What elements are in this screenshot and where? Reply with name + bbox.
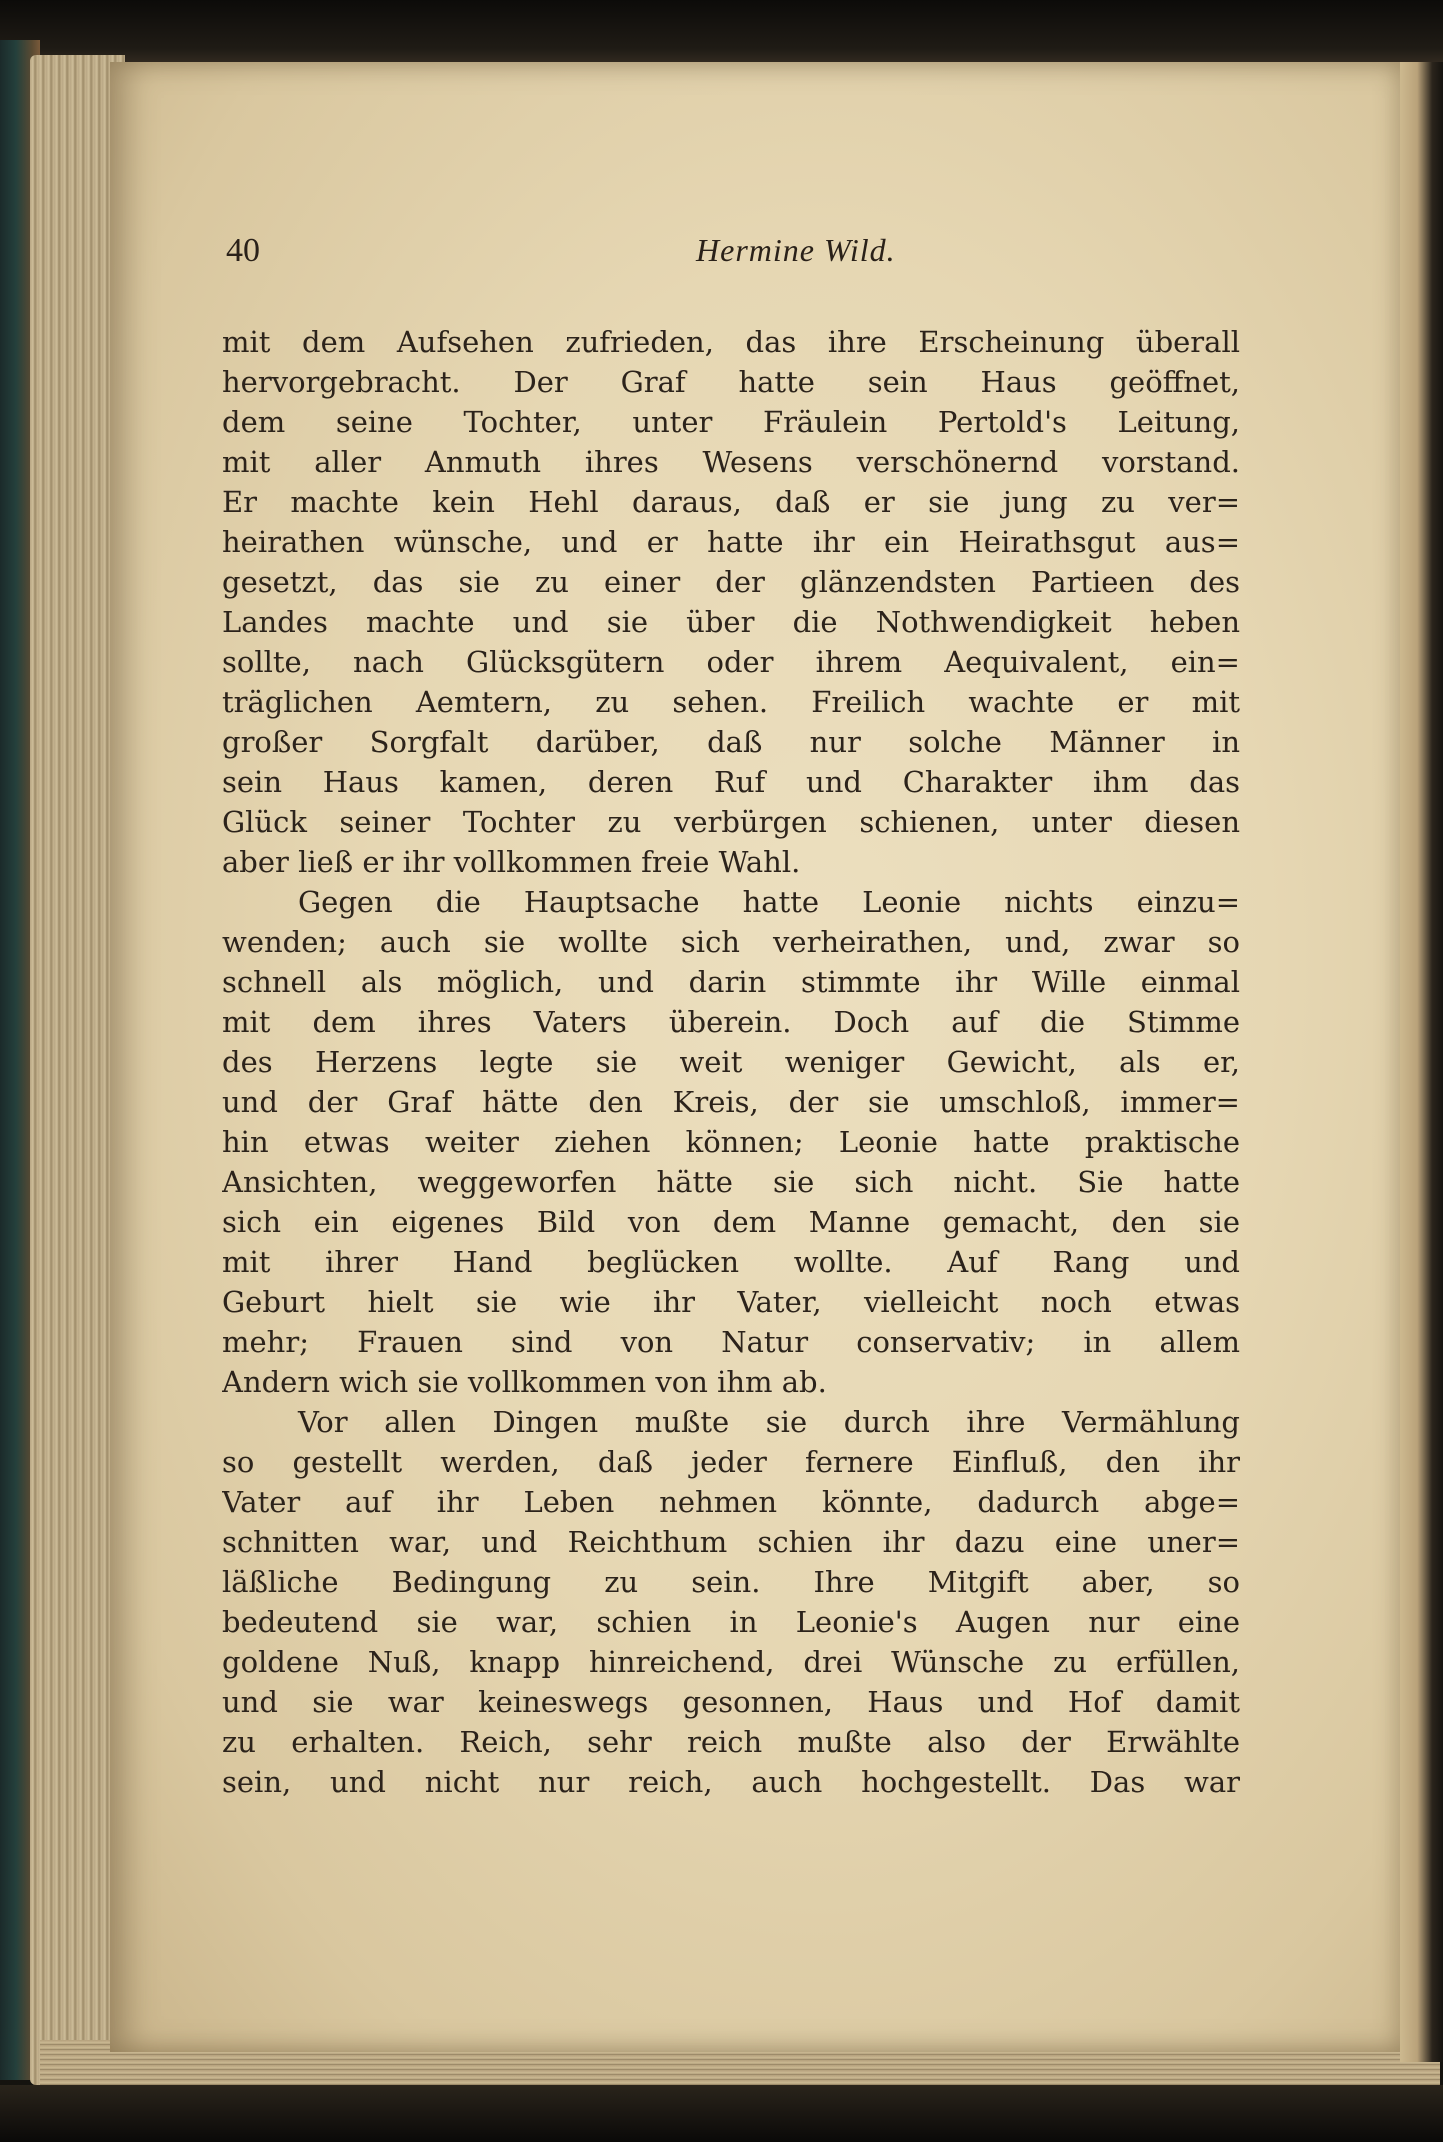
text-line: und sie war keineswegs gesonnen, Haus und Hof damit: [222, 1685, 1240, 1719]
text-line: und der Graf hätte den Kreis, der sie umschloß, immer=: [222, 1085, 1240, 1119]
text-line: mit dem Aufsehen zufrieden, das ihre Erscheinung überall: [222, 325, 1240, 359]
text-line: läßliche Bedingung zu sein. Ihre Mitgift aber, so: [222, 1565, 1240, 1599]
text-line: träglichen Aemtern, zu sehen. Freilich wachte er mit: [222, 685, 1240, 719]
text-line: Er machte kein Hehl daraus, daß er sie jung zu ver=: [222, 485, 1240, 519]
text-line: mit ihrer Hand beglücken wollte. Auf Rang und: [222, 1245, 1240, 1279]
text-line: sich ein eigenes Bild von dem Manne gemacht, den sie: [222, 1205, 1240, 1239]
text-line: dem seine Tochter, unter Fräulein Pertold's Leitung,: [222, 405, 1240, 439]
text-line: bedeutend sie war, schien in Leonie's Augen nur eine: [222, 1605, 1240, 1639]
text-line: hin etwas weiter ziehen können; Leonie hatte praktische: [222, 1125, 1240, 1159]
text-line: sein, und nicht nur reich, auch hochgestellt. Das war: [222, 1765, 1240, 1799]
text-line: mehr; Frauen sind von Natur conservativ; in allem: [222, 1325, 1240, 1359]
bottom-shadow: [0, 2085, 1443, 2142]
text-line: Vater auf ihr Leben nehmen könnte, dadurch abge=: [222, 1485, 1240, 1519]
text-line: so gestellt werden, daß jeder fernere Einfluß, den ihr: [222, 1445, 1240, 1479]
text-line: gesetzt, das sie zu einer der glänzendsten Partieen des: [222, 565, 1240, 599]
text-line: sein Haus kamen, deren Ruf und Charakter ihm das: [222, 765, 1240, 799]
page-number: 40: [226, 232, 260, 269]
text-line: hervorgebracht. Der Graf hatte sein Haus geöffnet,: [222, 365, 1240, 399]
text-line: wenden; auch sie wollte sich verheirathen, und, zwar so: [222, 925, 1240, 959]
text-line: Geburt hielt sie wie ihr Vater, vielleicht noch etwas: [222, 1285, 1240, 1319]
text-line: Landes machte und sie über die Nothwendigkeit heben: [222, 605, 1240, 639]
text-line: zu erhalten. Reich, sehr reich mußte also der Erwählte: [222, 1725, 1240, 1759]
text-line: mit aller Anmuth ihres Wesens verschönernd vorstand.: [222, 445, 1240, 479]
text-line: des Herzens legte sie weit weniger Gewicht, als er,: [222, 1045, 1240, 1079]
text-line: großer Sorgfalt darüber, daß nur solche Männer in: [222, 725, 1240, 759]
text-line: Ansichten, weggeworfen hätte sie sich nicht. Sie hatte: [222, 1165, 1240, 1199]
text-line: goldene Nuß, knapp hinreichend, drei Wünsche zu erfüllen,: [222, 1645, 1240, 1679]
text-line-paragraph-end: Andern wich sie vollkommen von ihm ab.: [222, 1365, 827, 1399]
book-cover-top: [0, 0, 1443, 70]
text-line: sollte, nach Glücksgütern oder ihrem Aequivalent, ein=: [222, 645, 1240, 679]
text-line: mit dem ihres Vaters überein. Doch auf die Stimme: [222, 1005, 1240, 1039]
running-head: Hermine Wild.: [696, 232, 896, 268]
text-line: schnell als möglich, und darin stimmte ihr Wille einmal: [222, 965, 1240, 999]
text-line-paragraph-start: Gegen die Hauptsache hatte Leonie nichts einzu=: [298, 885, 1240, 919]
body-text: [222, 322, 1240, 1802]
text-line: heirathen wünsche, und er hatte ihr ein Heirathsgut aus=: [222, 525, 1240, 559]
text-line: Glück seiner Tochter zu verbürgen schienen, unter diesen: [222, 805, 1240, 839]
text-line: schnitten war, und Reichthum schien ihr dazu eine uner=: [222, 1525, 1240, 1559]
text-line-paragraph-start: Vor allen Dingen mußte sie durch ihre Vermählung: [298, 1405, 1240, 1439]
text-line-paragraph-end: aber ließ er ihr vollkommen freie Wahl.: [222, 845, 801, 879]
page-header: [226, 232, 1246, 282]
gutter-right: [1400, 62, 1443, 2062]
